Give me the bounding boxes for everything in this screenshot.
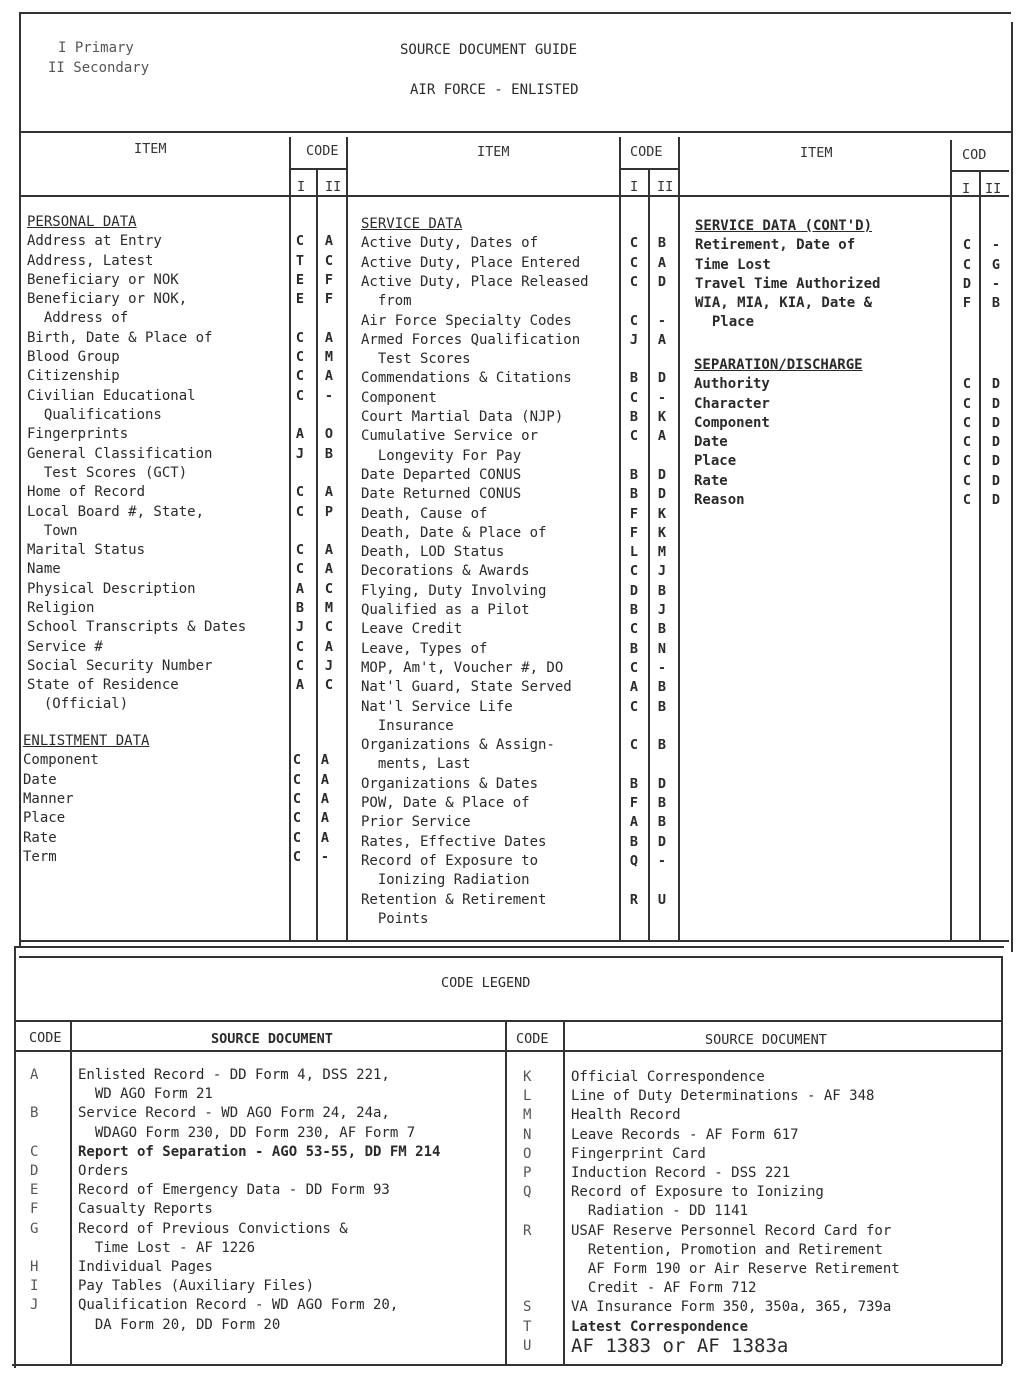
primary-code: C <box>629 737 639 754</box>
legend-source-document: Induction Record - DSS 221 <box>571 1165 791 1181</box>
secondary-code: B <box>657 795 667 811</box>
legend-frame-left <box>14 948 16 1368</box>
legend-source-document: Pay Tables (Auxiliary Files) <box>78 1278 315 1295</box>
legend-code-sep-left <box>70 1020 72 1366</box>
primary-code: C <box>962 376 972 393</box>
item-label: Active Duty, Dates of <box>361 235 539 252</box>
secondary-code: M <box>324 600 334 616</box>
frame-right <box>1011 22 1013 952</box>
primary-code: C <box>629 428 639 445</box>
legend-source-document: Casualty Reports <box>78 1201 213 1218</box>
frame-left <box>19 12 21 947</box>
legend-code: A <box>30 1067 39 1083</box>
item-label: Active Duty, Place Entered <box>361 254 581 271</box>
secondary-code: B <box>657 235 667 252</box>
section-title: SEPARATION/DISCHARGE <box>694 356 863 373</box>
col2-item-header: ITEM <box>477 144 510 160</box>
secondary-code: B <box>657 814 667 831</box>
secondary-code: D <box>991 453 1001 470</box>
item-label: Date <box>23 771 57 788</box>
legend-code: E <box>30 1182 39 1199</box>
item-label: Rate <box>694 472 728 489</box>
primary-code: C <box>629 389 639 406</box>
legend-center-sep <box>505 1020 507 1366</box>
primary-code: D <box>629 582 639 599</box>
secondary-code: A <box>657 254 667 271</box>
secondary-code: D <box>991 492 1001 509</box>
primary-code: J <box>295 619 305 636</box>
col2-code-header: CODE <box>630 144 663 160</box>
col1-code-i: I <box>297 179 306 195</box>
item-label: Cumulative Service or Longevity For Pay <box>361 428 539 464</box>
secondary-code: K <box>657 409 667 425</box>
primary-code: R <box>629 891 639 908</box>
secondary-code: P <box>324 503 334 520</box>
secondary-code: A <box>324 368 334 385</box>
secondary-code: D <box>991 414 1001 431</box>
legend-code: O <box>523 1145 532 1162</box>
legend-source-document: Qualification Record - WD AGO Form 20, DA Form 20, DD Form 20 <box>78 1297 399 1333</box>
primary-code: C <box>629 563 639 580</box>
legend-bottom-rule <box>12 1364 1002 1366</box>
item-label: POW, Date & Place of <box>361 795 530 811</box>
primary-code: F <box>962 295 972 312</box>
legend-code: M <box>523 1107 532 1124</box>
secondary-code: A <box>324 638 334 655</box>
legend-code: J <box>30 1297 39 1314</box>
secondary-code: F <box>324 291 334 308</box>
primary-code: A <box>295 677 305 694</box>
item-label: Death, Cause of <box>361 505 488 522</box>
primary-code: C <box>295 387 305 404</box>
item-label: Nat'l Guard, State Served <box>361 679 572 696</box>
col3-code-left <box>950 140 952 942</box>
primary-code: C <box>292 791 302 808</box>
secondary-code: B <box>657 621 667 638</box>
item-label: Component <box>23 752 99 769</box>
item-label: Address, Latest <box>27 252 154 269</box>
primary-code: C <box>962 453 972 470</box>
legend-top-rule <box>19 956 1003 958</box>
primary-code: A <box>629 679 639 696</box>
col1-code-ii: II <box>325 179 342 195</box>
item-label: Rate <box>23 829 57 846</box>
secondary-code: A <box>657 428 667 445</box>
item-label: Home of Record <box>27 484 146 501</box>
primary-code: C <box>295 542 305 559</box>
legend-code: G <box>30 1220 39 1237</box>
col2-code-mid <box>648 170 650 942</box>
primary-code: J <box>295 445 305 462</box>
secondary-code: D <box>991 395 1001 412</box>
primary-code: B <box>629 833 639 850</box>
secondary-code: D <box>657 370 667 387</box>
legend-code: I <box>30 1278 39 1295</box>
secondary-code: G <box>991 256 1001 273</box>
table-bottom-rule-2 <box>14 946 1004 948</box>
col3-code-header: COD <box>962 147 987 163</box>
item-label: Religion <box>27 600 95 616</box>
legend-source-document: Enlisted Record - DD Form 4, DSS 221, WD AGO Form 21 <box>78 1067 390 1103</box>
col3-code-i: I <box>962 181 971 197</box>
legend-header-top-rule <box>14 1020 1002 1022</box>
primary-code: C <box>292 848 302 865</box>
item-label: School Transcripts & Dates <box>27 619 247 636</box>
legend-source-document: Service Record - WD AGO Form 24, 24a, WDAGO Form 230, DD Form 230, AF Form 7 <box>78 1105 416 1141</box>
secondary-code: D <box>657 486 667 503</box>
item-label: Civilian Educational Qualifications <box>27 387 196 423</box>
primary-code: B <box>629 640 639 657</box>
item-label: Physical Description <box>27 580 196 597</box>
primary-code: C <box>292 810 302 827</box>
legend-code: C <box>30 1143 39 1160</box>
legend-source-document: Record of Emergency Data - DD Form 93 <box>78 1182 390 1199</box>
primary-code: C <box>629 273 639 290</box>
legend-source-document: Latest Correspondence <box>571 1318 749 1335</box>
secondary-code: M <box>657 544 667 561</box>
primary-code: C <box>292 771 302 788</box>
secondary-code: C <box>324 580 334 597</box>
legend-code: R <box>523 1222 532 1239</box>
item-label: Local Board #, State, Town <box>27 503 205 539</box>
primary-code: E <box>295 271 305 288</box>
primary-code: D <box>962 275 972 292</box>
primary-code: C <box>295 561 305 578</box>
item-label: Record of Exposure to Ionizing Radiation <box>361 852 539 889</box>
primary-code: B <box>629 602 639 618</box>
primary-code: C <box>295 638 305 655</box>
section-title: PERSONAL DATA <box>27 214 137 230</box>
legend-code: D <box>30 1163 39 1179</box>
primary-code: C <box>295 484 305 501</box>
primary-code: C <box>962 434 972 451</box>
secondary-code: D <box>657 833 667 850</box>
legend-source-document: AF 1383 or AF 1383a <box>571 1334 789 1357</box>
legend-source-document: VA Insurance Form 350, 350a, 365, 739a <box>571 1299 892 1316</box>
legend-code: P <box>523 1165 532 1181</box>
secondary-code: - <box>991 275 1001 292</box>
primary-code: C <box>295 503 305 520</box>
primary-code: B <box>629 370 639 387</box>
legend-source-document: Report of Separation - AGO 53-55, DD FM 214 <box>78 1143 441 1160</box>
legend-title: CODE LEGEND <box>441 975 531 991</box>
secondary-code: N <box>657 640 667 657</box>
legend-code: Q <box>523 1184 532 1201</box>
primary-code: C <box>295 349 305 366</box>
primary-code: A <box>295 426 305 443</box>
item-label: Death, LOD Status <box>361 544 505 561</box>
legend-source-document: Orders <box>78 1163 129 1179</box>
item-label: Leave, Types of <box>361 640 488 657</box>
secondary-code: - <box>657 852 667 869</box>
legend-source-document: Individual Pages <box>78 1259 213 1275</box>
primary-code: L <box>629 544 639 561</box>
primary-code: F <box>629 505 639 522</box>
secondary-code: - <box>657 389 667 406</box>
legend-code: L <box>523 1088 532 1105</box>
item-label: Marital Status <box>27 542 146 559</box>
secondary-code: B <box>657 679 667 696</box>
header-bottom-rule <box>19 131 1011 133</box>
primary-code: C <box>629 312 639 329</box>
item-label: Name <box>27 561 61 578</box>
col3-item-header: ITEM <box>800 145 833 161</box>
legend-code: T <box>523 1318 532 1335</box>
item-label: Nat'l Service Life Insurance <box>361 698 513 734</box>
legend-code: B <box>30 1105 39 1122</box>
item-label: State of Residence (Official) <box>27 677 179 713</box>
item-label: Component <box>361 389 437 406</box>
legend-source-document: Line of Duty Determinations - AF 348 <box>571 1088 875 1105</box>
secondary-code: D <box>657 466 667 483</box>
item-label: Organizations & Dates <box>361 775 539 792</box>
legend-source-document: Fingerprint Card <box>571 1145 706 1162</box>
section-title: SERVICE DATA <box>361 216 463 232</box>
secondary-code: - <box>991 237 1001 254</box>
col1-code-right <box>346 137 348 942</box>
col2-code-ii: II <box>657 179 674 195</box>
legend-code-header-left: CODE <box>29 1030 62 1046</box>
secondary-code: A <box>324 329 334 346</box>
secondary-code: B <box>657 737 667 754</box>
item-label: Death, Date & Place of <box>361 524 547 541</box>
secondary-code: - <box>320 848 330 865</box>
primary-code: C <box>292 829 302 846</box>
item-label: Service # <box>27 638 103 655</box>
item-label: Court Martial Data (NJP) <box>361 409 564 425</box>
legend-header-bottom-rule <box>14 1050 1002 1052</box>
secondary-code: - <box>657 312 667 329</box>
col2-code-i: I <box>630 179 639 195</box>
item-label: Beneficiary or NOK, Address of <box>27 291 188 327</box>
item-label: General Classification Test Scores (GCT) <box>27 445 213 481</box>
legend-code: N <box>523 1126 532 1143</box>
primary-code: F <box>629 524 639 541</box>
primary-code: C <box>629 235 639 252</box>
primary-code: T <box>295 252 305 269</box>
primary-code: B <box>629 775 639 792</box>
item-label: Commendations & Citations <box>361 370 572 387</box>
legend-source-document: Record of Exposure to Ionizing Radiation - DD 1141 <box>571 1184 824 1220</box>
table-bottom-rule <box>19 940 1009 942</box>
legend-source-document: Health Record <box>571 1107 681 1124</box>
secondary-code: A <box>320 752 330 769</box>
secondary-code: A <box>320 791 330 808</box>
primary-code: C <box>629 659 639 676</box>
legend-source-document: Official Correspondence <box>571 1069 765 1085</box>
legend-code-header-right: CODE <box>516 1031 549 1047</box>
primary-code: B <box>629 486 639 503</box>
section-title: ENLISTMENT DATA <box>23 733 150 750</box>
item-label: Qualified as a Pilot <box>361 602 530 618</box>
secondary-code: O <box>324 426 334 443</box>
primary-code: C <box>962 414 972 431</box>
col2-code-sub-rule <box>621 168 678 170</box>
item-label: Time Lost <box>695 256 771 273</box>
item-label: Armed Forces Qualification Test Scores <box>361 331 581 368</box>
col2-code-left <box>619 137 621 942</box>
legend-source-document: Record of Previous Convictions & Time Lost - AF 1226 <box>78 1220 348 1256</box>
primary-code: A <box>295 580 305 597</box>
secondary-code: B <box>324 445 334 462</box>
col2-code-right <box>678 137 680 942</box>
secondary-code: D <box>991 434 1001 451</box>
primary-code: C <box>295 233 305 250</box>
legend-source-document: USAF Reserve Personnel Record Card for Retention, Promotion and Retirement AF Form 190 or Air Reserve Retirement Credit - AF Form 712 <box>571 1222 900 1297</box>
secondary-code: B <box>657 698 667 715</box>
secondary-code: K <box>657 505 667 522</box>
secondary-code: K <box>657 524 667 541</box>
item-label: Component <box>694 414 770 431</box>
secondary-code: U <box>657 891 667 908</box>
item-label: Leave Credit <box>361 621 463 638</box>
item-label: Social Security Number <box>27 657 213 674</box>
item-label: WIA, MIA, KIA, Date & Place <box>695 295 873 331</box>
primary-code: C <box>962 237 972 254</box>
item-label: Retention & Retirement Points <box>361 891 547 927</box>
secondary-code: A <box>320 810 330 827</box>
col3-code-mid <box>979 172 981 942</box>
item-label: Travel Time Authorized <box>695 275 881 292</box>
primary-code: C <box>629 621 639 638</box>
item-label: Place <box>23 810 66 827</box>
primary-code: B <box>629 466 639 483</box>
secondary-code: A <box>324 233 334 250</box>
legend-source-header-left: SOURCE DOCUMENT <box>211 1031 333 1047</box>
item-label: Prior Service <box>361 814 471 831</box>
secondary-code: J <box>324 657 334 674</box>
legend-code: S <box>523 1299 532 1316</box>
secondary-code: J <box>657 602 667 618</box>
legend-code: H <box>30 1259 39 1275</box>
section-title: SERVICE DATA (CONT'D) <box>695 218 873 234</box>
column-header-rule <box>19 195 1009 197</box>
item-label: Date Departed CONUS <box>361 466 522 483</box>
legend-code-sep-right <box>563 1020 565 1366</box>
item-label: Date Returned CONUS <box>361 486 522 503</box>
col1-item-header: ITEM <box>134 141 167 157</box>
secondary-code: A <box>657 331 667 348</box>
primary-code: C <box>629 698 639 715</box>
page-subtitle: AIR FORCE - ENLISTED <box>410 82 579 98</box>
legend-code: U <box>523 1337 532 1354</box>
item-label: Place <box>694 453 737 470</box>
primary-code: Q <box>629 852 639 869</box>
legend-source-document: Leave Records - AF Form 617 <box>571 1126 799 1143</box>
secondary-code: B <box>657 582 667 599</box>
item-label: Rates, Effective Dates <box>361 833 547 850</box>
primary-code: F <box>629 795 639 811</box>
item-label: Retirement, Date of <box>695 237 856 254</box>
primary-code: J <box>629 331 639 348</box>
code-key-secondary: II Secondary <box>48 60 150 76</box>
item-label: Fingerprints <box>27 426 129 443</box>
primary-code: C <box>962 472 972 489</box>
item-label: Beneficiary or NOK <box>27 271 179 288</box>
item-label: Manner <box>23 791 74 808</box>
primary-code: C <box>962 395 972 412</box>
col3-code-ii: II <box>985 181 1002 197</box>
page-title: SOURCE DOCUMENT GUIDE <box>400 42 578 58</box>
secondary-code: B <box>991 295 1001 312</box>
col1-code-header: CODE <box>306 143 339 159</box>
item-label: Decorations & Awards <box>361 563 530 580</box>
secondary-code: D <box>657 273 667 290</box>
item-label: Authority <box>694 376 770 393</box>
item-label: MOP, Am't, Voucher #, DO <box>361 659 564 676</box>
primary-code: A <box>629 814 639 831</box>
item-label: Date <box>694 434 728 451</box>
secondary-code: A <box>320 829 330 846</box>
item-label: Term <box>23 848 57 865</box>
legend-code: F <box>30 1201 39 1218</box>
col3-code-sub-rule <box>952 170 1009 172</box>
secondary-code: A <box>324 542 334 559</box>
secondary-code: D <box>991 472 1001 489</box>
secondary-code: D <box>657 775 667 792</box>
secondary-code: A <box>324 561 334 578</box>
item-label: Blood Group <box>27 349 120 366</box>
item-label: Character <box>694 395 770 412</box>
item-label: Birth, Date & Place of <box>27 329 213 346</box>
item-label: Flying, Duty Involving <box>361 582 547 599</box>
secondary-code: A <box>324 484 334 501</box>
primary-code: C <box>295 329 305 346</box>
primary-code: B <box>629 409 639 425</box>
item-label: Organizations & Assign- ments, Last <box>361 737 555 773</box>
primary-code: C <box>292 752 302 769</box>
legend-source-header-right: SOURCE DOCUMENT <box>705 1032 827 1048</box>
item-label: Reason <box>694 492 745 509</box>
primary-code: E <box>295 291 305 308</box>
item-label: Citizenship <box>27 368 120 385</box>
secondary-code: A <box>320 771 330 788</box>
primary-code: C <box>295 368 305 385</box>
legend-code: K <box>523 1069 532 1085</box>
item-label: Active Duty, Place Released from <box>361 273 589 310</box>
item-label: Address at Entry <box>27 233 162 250</box>
legend-frame-right <box>1001 956 1003 1364</box>
frame-top <box>19 12 1011 14</box>
secondary-code: J <box>657 563 667 580</box>
primary-code: C <box>295 657 305 674</box>
secondary-code: M <box>324 349 334 366</box>
secondary-code: C <box>324 619 334 636</box>
primary-code: C <box>629 254 639 271</box>
secondary-code: F <box>324 271 334 288</box>
secondary-code: D <box>991 376 1001 393</box>
secondary-code: C <box>324 677 334 694</box>
primary-code: C <box>962 256 972 273</box>
primary-code: C <box>962 492 972 509</box>
primary-code: B <box>295 600 305 616</box>
secondary-code: - <box>657 659 667 676</box>
secondary-code: C <box>324 252 334 269</box>
item-label: Air Force Specialty Codes <box>361 312 572 329</box>
secondary-code: - <box>324 387 334 404</box>
col1-code-sub-rule <box>291 168 346 170</box>
code-key-primary: I Primary <box>58 40 134 56</box>
